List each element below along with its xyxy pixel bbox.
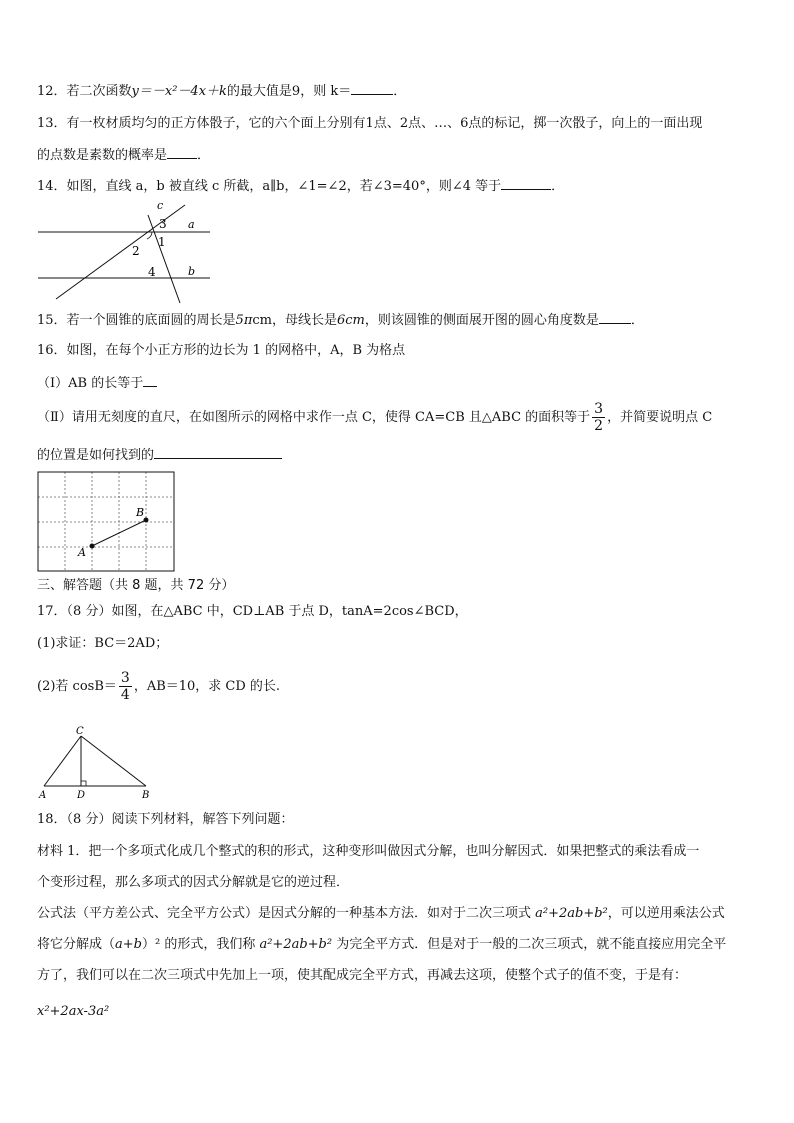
formula-method-line2: 将它分解成（a+b）² 的形式，我们称 a²+2ab+b² 为完全平方式．但是对于一般的二次三项式，就不能直接应用完全平 bbox=[37, 937, 727, 952]
expression: x²+2ax-3a² bbox=[37, 1004, 110, 1019]
answer-blank-16-1[interactable] bbox=[143, 374, 157, 387]
answer-blank-12[interactable] bbox=[351, 82, 393, 95]
material-1-line2: 个变形过程，那么多项式的因式分解就是它的逆过程． bbox=[37, 875, 350, 890]
question-17-part1: (1)求证：BC＝2AD； bbox=[37, 636, 169, 651]
point-B bbox=[144, 518, 149, 523]
question-16-part1: （Ⅰ）AB 的长等于 bbox=[37, 374, 157, 393]
formula-method-line3: 方了，我们可以在二次三项式中先加上一项，使其配成完全平方式，再减去这项，使整个式子的值不变，于是有： bbox=[37, 968, 688, 983]
label-4: 4 bbox=[148, 265, 156, 279]
label-a: a bbox=[188, 218, 195, 231]
answer-blank-13[interactable] bbox=[167, 146, 197, 159]
triangle-figure bbox=[34, 724, 154, 800]
answer-blank-16-2[interactable] bbox=[154, 446, 282, 459]
question-13-line1: 13．有一枚材质均匀的正方体骰子，它的六个面上分别有1点、2点、…、6点的标记，掷一次骰子，向上的一面出现 bbox=[37, 116, 703, 131]
parallel-lines-figure bbox=[30, 195, 220, 305]
grid-border bbox=[38, 472, 174, 571]
question-15: 15．若一个圆锥的底面圆的周长是5πcm，母线长是6cm，则该圆锥的侧面展开图的圆心角度数是 ． bbox=[37, 313, 644, 328]
label-2: 2 bbox=[132, 244, 140, 258]
question-16-intro: 16．如图，在每个小正方形的边长为 1 的网格中，A，B 为格点 bbox=[37, 343, 406, 358]
question-18-intro: 18．（8 分）阅读下列材料，解答下列问题： bbox=[37, 812, 294, 827]
formula-method-line1: 公式法（平方差公式、完全平方公式）是因式分解的一种基本方法．如对于二次三项式 a²+2ab+b²，可以逆用乘法公式 bbox=[37, 906, 725, 921]
answer-blank-14[interactable] bbox=[501, 177, 551, 190]
question-16-part2-cont: 的位置是如何找到的 bbox=[37, 446, 282, 465]
segment-AB bbox=[92, 520, 146, 546]
question-13-line2: 的点数是素数的概率是 ． bbox=[37, 148, 211, 163]
section-3-title: 三、解答题（共 8 题，共 72 分） bbox=[37, 578, 235, 593]
label-B: B bbox=[142, 790, 150, 800]
label-B: B bbox=[136, 506, 145, 519]
right-angle-mark bbox=[81, 781, 86, 786]
label-1: 1 bbox=[158, 235, 166, 249]
angle-arc bbox=[147, 232, 152, 239]
answer-blank-15[interactable] bbox=[599, 311, 631, 324]
fraction-3-4: $\frac{3}{4}$ bbox=[120, 670, 130, 703]
grid-figure bbox=[36, 470, 178, 574]
label-3: 3 bbox=[159, 217, 167, 231]
question-16-part2: （Ⅱ）请用无刻度的直尺，在如图所示的网格中求作一点 C，使得 CA=CB 且△ABC 的面积等于 $\frac{3}{2}$ ，并简要说明点 C bbox=[37, 401, 713, 434]
label-C: C bbox=[76, 726, 84, 737]
question-17-intro: 17．（8 分）如图，在△ABC 中，CD⊥AB 于点 D，tanA=2cos∠BCD， bbox=[37, 604, 468, 619]
question-14: 14．如图，直线 a，b 被直线 c 所截，a∥b，∠1=∠2，若∠3=40°，则∠4 等于 ． bbox=[37, 179, 565, 194]
material-1-line1: 材料 1．把一个多项式化成几个整式的积的形式，这种变形叫做因式分解，也叫分解因式．如果把整式的乘法看成一 bbox=[37, 844, 700, 859]
label-D: D bbox=[77, 790, 86, 800]
label-b: b bbox=[188, 265, 196, 278]
fraction-3-2: $\frac{3}{2}$ bbox=[594, 401, 604, 434]
question-17-part2: (2)若 cosB＝ $\frac{3}{4}$ ，AB＝10，求 CD 的长. bbox=[37, 670, 281, 703]
label-A: A bbox=[39, 790, 47, 800]
quadratic-function: y＝－x²－4x＋k bbox=[131, 84, 227, 99]
label-A: A bbox=[78, 546, 86, 559]
label-c: c bbox=[157, 199, 164, 212]
question-12: 12．若二次函数y＝－x²－4x＋k的最大值是9，则 k＝ ． bbox=[37, 84, 407, 99]
point-A bbox=[90, 544, 95, 549]
